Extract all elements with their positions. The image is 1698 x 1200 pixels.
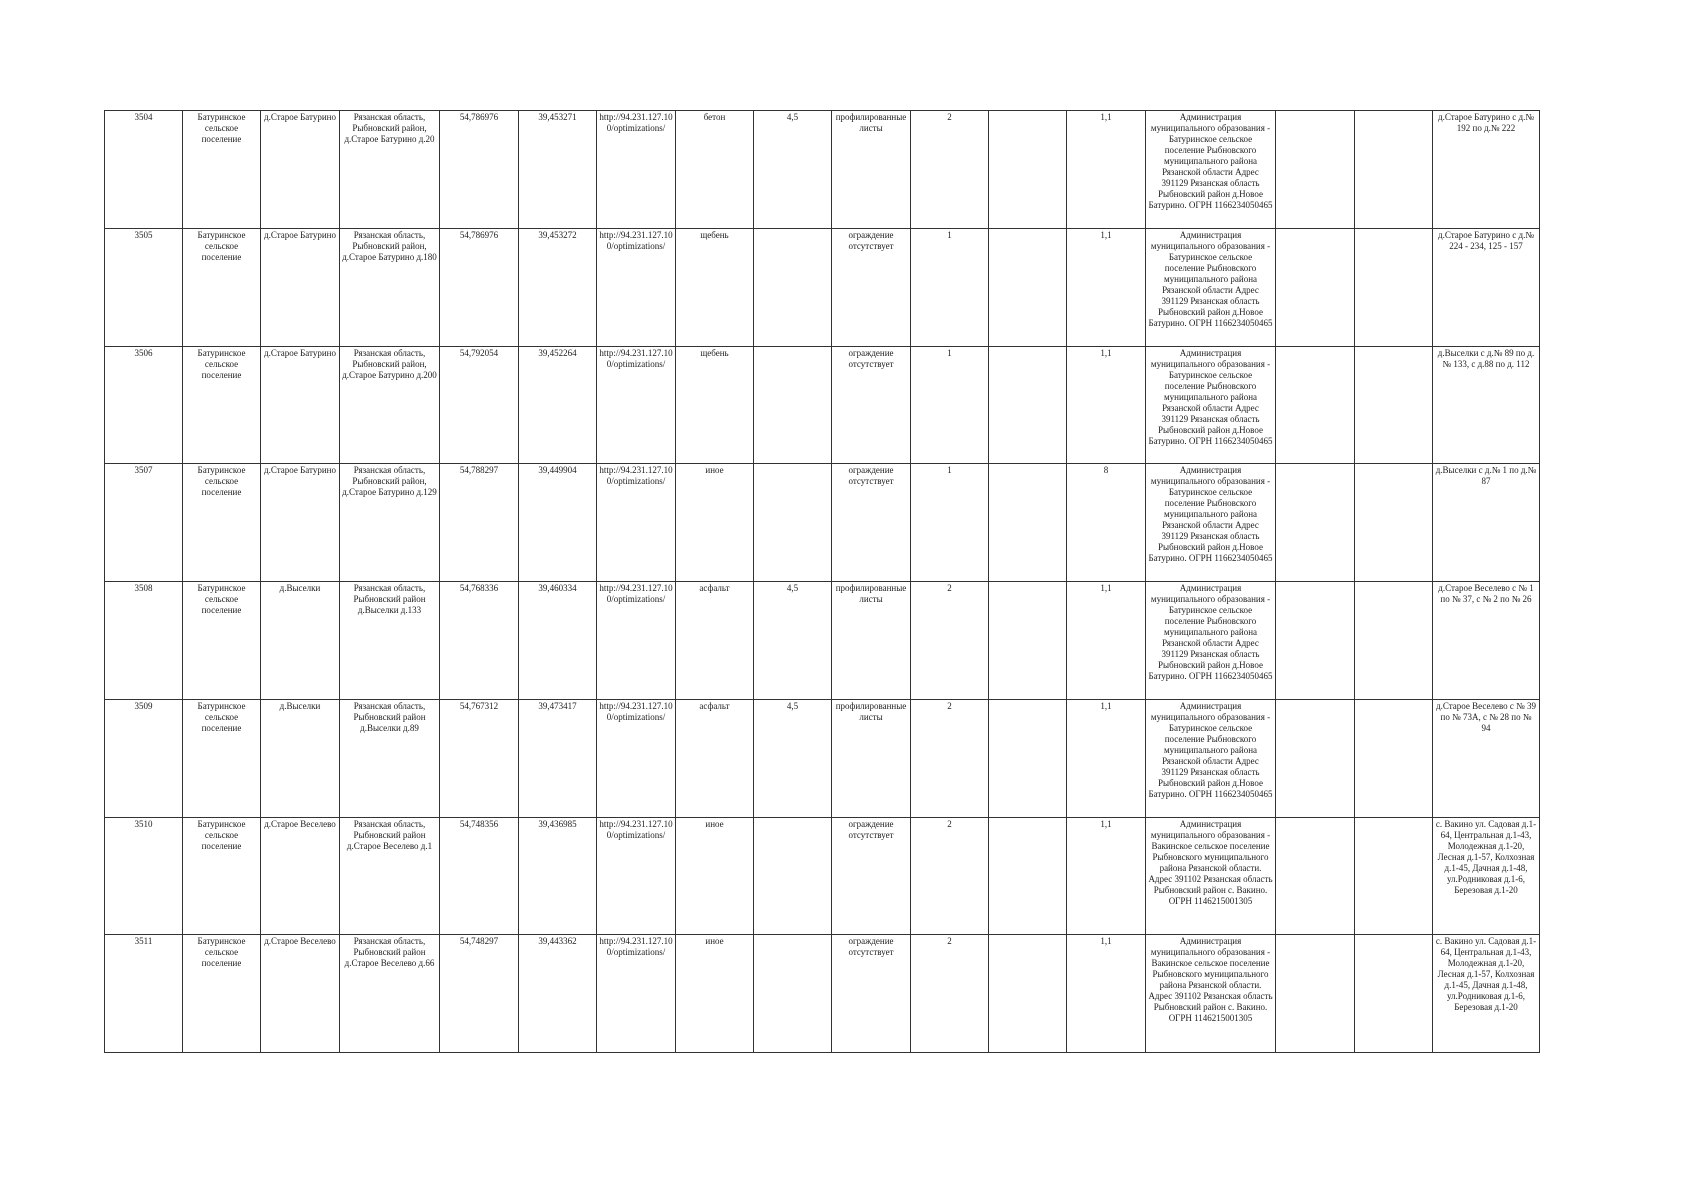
table-row: [105, 935, 1540, 1053]
cell-container-count: 2: [911, 582, 989, 700]
cell-empty: [1355, 817, 1433, 935]
cell-settlement: Батуринское сельское поселение: [183, 699, 261, 817]
cell-container-volume: 1,1: [1067, 346, 1146, 464]
table-row: [105, 699, 1540, 817]
cell-address: Рязанская область, Рыбновский район, д.Старое Батурино д.180: [340, 228, 440, 346]
cell-owner: Администрация муниципального образования - Батуринское сельское поселение Рыбновского муниципального района Рязанской области Адрес 391129 Рязанская область Рыбновский район д.Новое Батурино. ОГРН 1166234050465: [1146, 699, 1276, 817]
cell-fence: профилированные листы: [832, 699, 911, 817]
cell-empty: [989, 935, 1067, 1053]
cell-map-link: http://94.231.127.100/optimizations/: [597, 111, 676, 229]
cell-map-link: http://94.231.127.100/optimizations/: [597, 228, 676, 346]
cell-map-link: http://94.231.127.100/optimizations/: [597, 464, 676, 582]
cell-owner: Администрация муниципального образования - Вакинское сельское поселение Рыбновского муниципального района Рязанской области. Адрес 391102 Рязанская область Рыбновский район с. Вакино. ОГРН 1146215001305: [1146, 935, 1276, 1053]
cell-container-count: 2: [911, 817, 989, 935]
cell-number: 3511: [105, 935, 183, 1053]
cell-surface: бетон: [676, 111, 754, 229]
cell-owner: Администрация муниципального образования - Батуринское сельское поселение Рыбновского муниципального района Рязанской области Адрес 391129 Рязанская область Рыбновский район д.Новое Батурино. ОГРН 1166234050465: [1146, 582, 1276, 700]
cell-longitude: 39,443362: [519, 935, 597, 1053]
cell-locality: д.Выселки: [261, 582, 340, 700]
cell-address: Рязанская область, Рыбновский район д.Старое Веселево д.66: [340, 935, 440, 1053]
cell-empty: [989, 699, 1067, 817]
cell-address: Рязанская область, Рыбновский район, д.Старое Батурино д.200: [340, 346, 440, 464]
cell-container-volume: 1,1: [1067, 111, 1146, 229]
cell-latitude: 54,768336: [440, 582, 519, 700]
cell-locality: д.Старое Батурино: [261, 111, 340, 229]
cell-area: [754, 228, 832, 346]
cell-container-volume: 1,1: [1067, 817, 1146, 935]
cell-empty: [1355, 464, 1433, 582]
cell-waste-sources: д.Выселки с д.№ 1 по д.№ 87: [1433, 464, 1540, 582]
table-row: [105, 464, 1540, 582]
cell-empty: [1355, 935, 1433, 1053]
cell-empty: [1355, 346, 1433, 464]
cell-area: 4,5: [754, 111, 832, 229]
cell-address: Рязанская область, Рыбновский район, д.Старое Батурино д.20: [340, 111, 440, 229]
cell-longitude: 39,473417: [519, 699, 597, 817]
cell-surface: иное: [676, 464, 754, 582]
cell-empty: [989, 464, 1067, 582]
cell-container-count: 2: [911, 935, 989, 1053]
cell-surface: иное: [676, 935, 754, 1053]
registry-table: [104, 110, 1540, 1053]
cell-surface: иное: [676, 817, 754, 935]
cell-empty: [989, 817, 1067, 935]
cell-latitude: 54,748356: [440, 817, 519, 935]
cell-longitude: 39,453271: [519, 111, 597, 229]
cell-address: Рязанская область, Рыбновский район д.Выселки д.133: [340, 582, 440, 700]
cell-map-link: http://94.231.127.100/optimizations/: [597, 699, 676, 817]
cell-waste-sources: с. Вакино ул. Садовая д.1-64, Центральная д.1-43, Молодежная д.1-20, Лесная д.1-57, Колхозная д.1-45, Дачная д.1-48, ул.Родниковая д.1-6, Березовая д.1-20: [1433, 817, 1540, 935]
cell-address: Рязанская область, Рыбновский район д.Старое Веселево д.1: [340, 817, 440, 935]
cell-container-count: 1: [911, 228, 989, 346]
cell-container-volume: 1,1: [1067, 935, 1146, 1053]
table-row: [105, 582, 1540, 700]
table-row: [105, 346, 1540, 464]
cell-latitude: 54,786976: [440, 228, 519, 346]
cell-latitude: 54,748297: [440, 935, 519, 1053]
cell-area: [754, 817, 832, 935]
cell-area: 4,5: [754, 699, 832, 817]
cell-waste-sources: д.Старое Веселево с № 1 по № 37, с № 2 по № 26: [1433, 582, 1540, 700]
cell-settlement: Батуринское сельское поселение: [183, 935, 261, 1053]
cell-longitude: 39,453272: [519, 228, 597, 346]
cell-longitude: 39,436985: [519, 817, 597, 935]
cell-number: 3505: [105, 228, 183, 346]
cell-area: [754, 346, 832, 464]
cell-number: 3509: [105, 699, 183, 817]
table-row: [105, 817, 1540, 935]
cell-area: [754, 935, 832, 1053]
cell-number: 3510: [105, 817, 183, 935]
cell-owner: Администрация муниципального образования - Батуринское сельское поселение Рыбновского муниципального района Рязанской области Адрес 391129 Рязанская область Рыбновский район д.Новое Батурино. ОГРН 1166234050465: [1146, 228, 1276, 346]
cell-number: 3508: [105, 582, 183, 700]
cell-locality: д.Старое Веселево: [261, 935, 340, 1053]
cell-settlement: Батуринское сельское поселение: [183, 464, 261, 582]
cell-surface: щебень: [676, 346, 754, 464]
cell-empty: [1276, 346, 1355, 464]
cell-container-volume: 1,1: [1067, 228, 1146, 346]
cell-fence: ограждение отсутствует: [832, 817, 911, 935]
cell-container-count: 1: [911, 464, 989, 582]
cell-longitude: 39,449904: [519, 464, 597, 582]
cell-empty: [1276, 228, 1355, 346]
cell-fence: профилированные листы: [832, 111, 911, 229]
cell-empty: [989, 582, 1067, 700]
cell-empty: [1276, 582, 1355, 700]
cell-owner: Администрация муниципального образования - Батуринское сельское поселение Рыбновского муниципального района Рязанской области Адрес 391129 Рязанская область Рыбновский район д.Новое Батурино. ОГРН 1166234050465: [1146, 111, 1276, 229]
cell-address: Рязанская область, Рыбновский район, д.Старое Батурино д.129: [340, 464, 440, 582]
cell-fence: ограждение отсутствует: [832, 228, 911, 346]
cell-waste-sources: д.Старое Батурино с д.№ 192 по д.№ 222: [1433, 111, 1540, 229]
cell-container-count: 2: [911, 699, 989, 817]
cell-number: 3504: [105, 111, 183, 229]
cell-empty: [1276, 464, 1355, 582]
cell-locality: д.Выселки: [261, 699, 340, 817]
cell-latitude: 54,786976: [440, 111, 519, 229]
cell-waste-sources: д.Старое Веселево с № 39 по № 73А, с № 28 по № 94: [1433, 699, 1540, 817]
cell-map-link: http://94.231.127.100/optimizations/: [597, 935, 676, 1053]
cell-surface: асфальт: [676, 582, 754, 700]
cell-settlement: Батуринское сельское поселение: [183, 346, 261, 464]
cell-container-volume: 1,1: [1067, 582, 1146, 700]
cell-longitude: 39,460334: [519, 582, 597, 700]
cell-latitude: 54,767312: [440, 699, 519, 817]
table-body: [105, 111, 1540, 1053]
cell-empty: [1276, 935, 1355, 1053]
cell-container-volume: 8: [1067, 464, 1146, 582]
cell-empty: [989, 228, 1067, 346]
cell-settlement: Батуринское сельское поселение: [183, 111, 261, 229]
cell-waste-sources: с. Вакино ул. Садовая д.1-64, Центральная д.1-43, Молодежная д.1-20, Лесная д.1-57, Колхозная д.1-45, Дачная д.1-48, ул.Родниковая д.1-6, Березовая д.1-20: [1433, 935, 1540, 1053]
cell-latitude: 54,788297: [440, 464, 519, 582]
cell-surface: асфальт: [676, 699, 754, 817]
cell-number: 3506: [105, 346, 183, 464]
cell-area: [754, 464, 832, 582]
cell-empty: [1355, 582, 1433, 700]
cell-latitude: 54,792054: [440, 346, 519, 464]
cell-area: 4,5: [754, 582, 832, 700]
cell-longitude: 39,452264: [519, 346, 597, 464]
cell-map-link: http://94.231.127.100/optimizations/: [597, 582, 676, 700]
cell-empty: [989, 346, 1067, 464]
cell-owner: Администрация муниципального образования - Батуринское сельское поселение Рыбновского муниципального района Рязанской области Адрес 391129 Рязанская область Рыбновский район д.Новое Батурино. ОГРН 1166234050465: [1146, 464, 1276, 582]
cell-waste-sources: д.Старое Батурино с д.№ 224 - 234, 125 - 157: [1433, 228, 1540, 346]
cell-locality: д.Старое Батурино: [261, 228, 340, 346]
cell-number: 3507: [105, 464, 183, 582]
cell-container-volume: 1,1: [1067, 699, 1146, 817]
table-row: [105, 111, 1540, 229]
cell-empty: [1355, 228, 1433, 346]
table-row: [105, 228, 1540, 346]
cell-empty: [1355, 111, 1433, 229]
cell-fence: ограждение отсутствует: [832, 464, 911, 582]
cell-owner: Администрация муниципального образования - Батуринское сельское поселение Рыбновского муниципального района Рязанской области Адрес 391129 Рязанская область Рыбновский район д.Новое Батурино. ОГРН 1166234050465: [1146, 346, 1276, 464]
cell-settlement: Батуринское сельское поселение: [183, 582, 261, 700]
cell-settlement: Батуринское сельское поселение: [183, 817, 261, 935]
cell-locality: д.Старое Веселево: [261, 817, 340, 935]
cell-empty: [1276, 817, 1355, 935]
cell-fence: ограждение отсутствует: [832, 346, 911, 464]
cell-map-link: http://94.231.127.100/optimizations/: [597, 346, 676, 464]
cell-surface: щебень: [676, 228, 754, 346]
cell-fence: ограждение отсутствует: [832, 935, 911, 1053]
cell-owner: Администрация муниципального образования - Вакинское сельское поселение Рыбновского муниципального района Рязанской области. Адрес 391102 Рязанская область Рыбновский район с. Вакино. ОГРН 1146215001305: [1146, 817, 1276, 935]
cell-empty: [989, 111, 1067, 229]
cell-locality: д.Старое Батурино: [261, 346, 340, 464]
cell-settlement: Батуринское сельское поселение: [183, 228, 261, 346]
cell-fence: профилированные листы: [832, 582, 911, 700]
cell-map-link: http://94.231.127.100/optimizations/: [597, 817, 676, 935]
cell-container-count: 2: [911, 111, 989, 229]
cell-empty: [1276, 111, 1355, 229]
cell-empty: [1276, 699, 1355, 817]
cell-waste-sources: д.Выселки с д.№ 89 по д.№ 133, с д.88 по д. 112: [1433, 346, 1540, 464]
cell-empty: [1355, 699, 1433, 817]
cell-locality: д.Старое Батурино: [261, 464, 340, 582]
cell-address: Рязанская область, Рыбновский район д.Выселки д.89: [340, 699, 440, 817]
cell-container-count: 1: [911, 346, 989, 464]
